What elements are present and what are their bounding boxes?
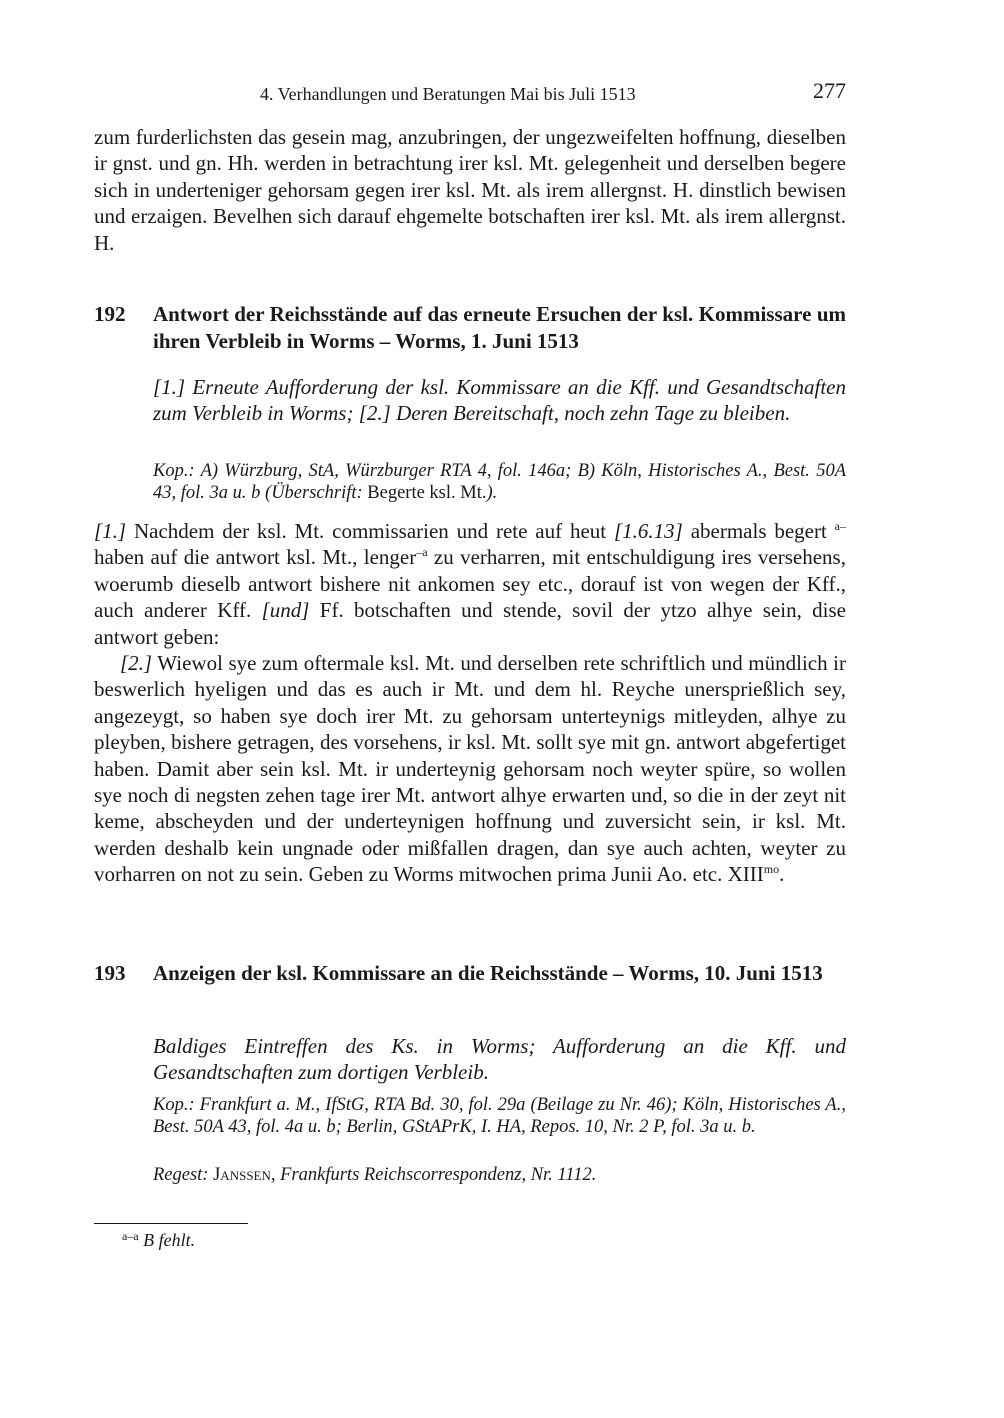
editorial-date: [1.6.13] xyxy=(613,519,683,543)
text: abermals begert xyxy=(682,519,835,543)
footnote-mark: a–a xyxy=(122,1229,139,1243)
source-heading-quote: Begerte ksl. Mt. xyxy=(367,483,487,503)
document-number: 192 xyxy=(94,302,126,326)
document-193-heading xyxy=(94,960,846,987)
paragraph-marker: [2.] xyxy=(120,651,153,676)
footnote-ref-close: –a xyxy=(416,545,428,560)
running-title: 4. Verhandlungen und Beratungen Mai bis Juli 1513 xyxy=(260,84,636,104)
regest-author: Janssen xyxy=(213,1165,271,1185)
regest-label: Regest: xyxy=(153,1165,214,1185)
document-193-source: Kop.: Frankfurt a. M., IfStG, RTA Bd. 30, fol. 29a (Beilage zu Nr. 46); Köln, Historisches A., Best. 50A 43, fol. 4a u. b; Berlin, GStAPrK, I. HA, Repos. 10, Nr. 2 P, fol. 3a u. b. xyxy=(153,1095,846,1137)
document-192-summary: [1.] Erneute Aufforderung der ksl. Kommissare an die Kff. und Gesandtschaften zum Verbleib in Worms; [2.] Deren Bereitschaft, noch zehn Tage zu bleiben. xyxy=(153,375,846,425)
paragraph-1 xyxy=(94,518,846,650)
text: zu verharren, mit entschuldigung ires versehens, woerumb dieselb antwort bishere nit ankomen sey etc., dorauf ist von wegen der Kff., auch anderer Kff. xyxy=(94,545,846,623)
editorial-insert: [und] xyxy=(261,598,310,623)
paragraph-2 xyxy=(94,650,846,888)
document-193-summary: Baldiges Eintreffen des Ks. in Worms; Aufforderung an die Kff. und Gesandtschaften zum dortigen Verbleib. xyxy=(153,1034,846,1084)
superscript: mo xyxy=(763,862,780,877)
opening-paragraph: zum furderlichsten das gesein mag, anzubringen, der ungezweifelten hoffnung, dieselben ir gnst. und gn. Hh. werden in betrachtung irer ksl. Mt. gelegenheit und derselben begere sich in underteniger gehorsam gegen irer ksl. Mt. als irem allergnst. H. dinstlich bewisen und erzaigen. Bevelhen sich darauf ehgemelte botschaften irer ksl. Mt. als irem allergnst. H. xyxy=(94,125,846,255)
text: Ff. botschaften und stende, sovil der ytzo alhye sein, dise antwort geben: xyxy=(94,598,846,649)
document-192-source xyxy=(153,460,846,504)
document-title: Anzeigen der ksl. Kommissare an die Reichsstände – Worms, 10. Juni 1513 xyxy=(153,961,823,985)
footnote-text: B fehlt. xyxy=(143,1230,196,1250)
document-193-regest xyxy=(153,1164,846,1186)
text: haben auf die antwort ksl. Mt., lenger xyxy=(94,545,417,570)
text: . xyxy=(779,862,785,887)
running-header xyxy=(94,78,846,110)
document-192-heading xyxy=(94,301,846,355)
text: Wiewol sye zum oftermale ksl. Mt. und derselben rete schriftlich und mündlich ir beswerlich hyeligen und das es auch ir Mt. und dem hl. Reyche unersprießlich sey, angezeygt, so haben sye doch irer Mt. zu gehorsam unterteynigs mitleyden, alhye zu pleyben, bishere getragen, des vorsehens, ir ksl. Mt. sollt sye mit gn. antwort abgefertiget haben. Damit aber sein ksl. Mt. ir underteynig gehorsam noch weyter spüre, so wollen sye noch di negsten zehen tage irer Mt. antwort alhye erwarten und, so die in der zeyt nit keme, abscheyden und der underteynigen hoffnung und zuversicht sein, ir ksl. Mt. werden deshalb kein ungnade oder mißfallen dragen, dan sye auch achten, weyter zu vorharren on not zu sein. Geben zu Worms mitwochen prima Junii Ao. etc. XIII xyxy=(94,651,846,887)
footnote-divider xyxy=(94,1223,248,1224)
regest-reference: , Frankfurts Reichscorrespondenz, Nr. 1112. xyxy=(270,1165,597,1185)
text: Nachdem der ksl. Mt. commissarien und rete auf heut xyxy=(126,519,614,543)
document-title: Antwort der Reichsstände auf das erneute Ersuchen der ksl. Kommissare um ihren Verbleib in Worms – Worms, 1. Juni 1513 xyxy=(153,302,846,353)
source-end: ). xyxy=(486,483,498,503)
page-number: 277 xyxy=(813,78,846,103)
document-number: 193 xyxy=(94,961,126,985)
document-192-body xyxy=(94,518,846,888)
source-text: Kop.: A) Würzburg, StA, Würzburger RTA 4, fol. 146a; B) Köln, Historisches A., Best. 50A 43, fol. 3a u. b (Überschrift: xyxy=(153,461,846,503)
footnote xyxy=(122,1229,195,1251)
paragraph-marker: [1.] xyxy=(94,519,127,543)
footnote-ref-open: a– xyxy=(834,519,846,533)
